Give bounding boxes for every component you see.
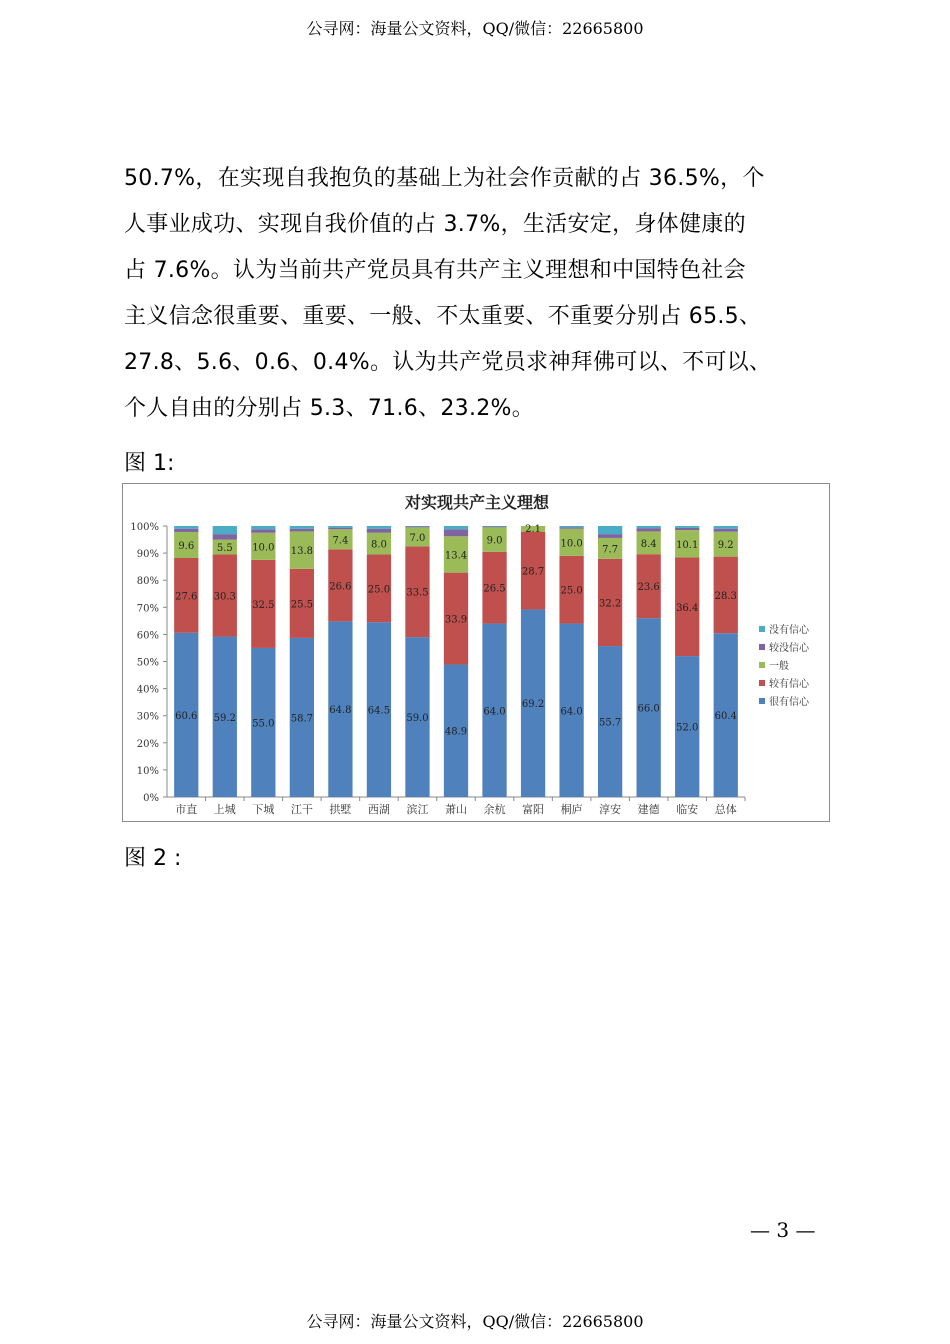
data-label: 23.6 <box>637 582 660 594</box>
bar-segment <box>328 528 352 530</box>
paragraph-line: 27.8、5.6、0.6、0.4%。认为共产党员求神拜佛可以、不可以、 <box>124 350 772 375</box>
legend-swatch <box>759 644 765 650</box>
data-label: 36.4 <box>676 602 699 614</box>
data-label: 7.4 <box>332 535 349 547</box>
bar-segment <box>290 526 314 529</box>
bar-segment <box>598 534 622 538</box>
bar-segment <box>714 529 738 532</box>
data-label: 9.6 <box>178 540 195 552</box>
body-paragraph <box>124 156 832 432</box>
data-label: 33.5 <box>406 587 429 599</box>
bar-segment <box>482 527 506 528</box>
x-tick-label: 下城 <box>252 803 275 816</box>
bar-segment <box>675 528 699 530</box>
bar-segment <box>405 527 429 528</box>
data-label: 9.0 <box>486 535 503 547</box>
bar-segment <box>174 526 198 529</box>
x-tick-label: 萧山 <box>445 803 467 816</box>
watermark-footer: 公寻网：海量公文资料，QQ/微信：22665800 <box>306 1312 644 1331</box>
paragraph-line: 主义信念很重要、重要、一般、不太重要、不重要分别占 65.5、 <box>124 304 762 329</box>
legend-label: 很有信心 <box>769 697 809 708</box>
bar-segment <box>637 528 661 531</box>
bar-segment <box>328 526 352 528</box>
y-tick-label: 100% <box>130 522 159 533</box>
paragraph-line: 个人自由的分别占 5.3、71.6、23.2%。 <box>124 396 535 421</box>
figure1-label: 图 1: <box>124 451 175 476</box>
data-label: 28.7 <box>521 566 545 578</box>
y-tick-label: 10% <box>136 765 159 777</box>
bar-segment <box>251 526 275 529</box>
x-tick-label: 市直 <box>175 803 198 816</box>
bar-segment <box>405 526 429 527</box>
bar-segment <box>598 526 622 534</box>
bar-segment <box>251 529 275 533</box>
data-label: 33.9 <box>444 614 468 626</box>
x-tick-label: 上城 <box>213 803 236 816</box>
data-label: 59.0 <box>406 713 429 725</box>
data-label: 7.0 <box>409 532 426 544</box>
legend-label: 一般 <box>769 661 789 672</box>
data-label: 64.8 <box>329 705 352 717</box>
x-tick-label: 滨江 <box>406 803 429 816</box>
bar-segment <box>675 526 699 528</box>
bar-segment <box>367 526 391 529</box>
bar-segment <box>714 526 738 529</box>
data-label: 66.0 <box>637 703 660 715</box>
bar-segment <box>559 526 583 527</box>
data-label: 69.2 <box>521 699 545 711</box>
chart-title: 对实现共产主义理想 <box>404 493 550 512</box>
y-tick-label: 70% <box>136 603 159 615</box>
data-label: 13.8 <box>290 546 313 558</box>
x-tick-label: 西湖 <box>367 803 390 816</box>
bar-segment <box>213 534 237 539</box>
x-tick-label: 拱墅 <box>329 803 352 816</box>
data-label: 27.6 <box>175 591 198 603</box>
data-label: 58.7 <box>290 713 313 725</box>
data-label: 26.5 <box>483 583 506 595</box>
paragraph-line: 50.7%，在实现自我抱负的基础上为社会作贡献的占 36.5%，个 <box>124 166 765 191</box>
watermark-header: 公寻网：海量公文资料，QQ/微信：22665800 <box>306 19 644 38</box>
legend-swatch <box>759 626 765 632</box>
legend-label: 较没信心 <box>769 643 809 654</box>
data-label: 25.5 <box>290 599 313 611</box>
y-tick-label: 20% <box>136 738 159 750</box>
data-label: 32.5 <box>252 599 275 611</box>
data-label: 10.0 <box>560 538 583 550</box>
y-tick-label: 0% <box>143 793 159 804</box>
bar-segment <box>213 526 237 534</box>
data-label: 9.2 <box>717 540 734 552</box>
data-label: 7.7 <box>602 544 619 556</box>
y-tick-label: 90% <box>136 549 159 561</box>
data-label: 13.4 <box>444 550 468 562</box>
data-label: 60.4 <box>714 711 737 723</box>
data-label: 26.6 <box>329 581 352 593</box>
data-label: 25.0 <box>367 584 391 596</box>
x-tick-label: 江干 <box>290 803 313 816</box>
bar-segment <box>290 529 314 532</box>
data-label: 59.2 <box>213 712 236 724</box>
legend-label: 较有信心 <box>769 679 809 690</box>
data-label: 30.3 <box>213 591 236 603</box>
legend-swatch <box>759 662 765 668</box>
stacked-bar-chart <box>122 483 830 822</box>
legend-label: 没有信心 <box>769 625 809 636</box>
bar-segment <box>444 529 468 536</box>
paragraph-line: 人事业成功、实现自我价值的占 3.7%，生活安定，身体健康的 <box>124 212 746 237</box>
data-label: 55.7 <box>599 717 622 729</box>
data-label: 10.1 <box>676 539 699 551</box>
y-tick-label: 30% <box>136 711 159 723</box>
data-label: 55.0 <box>252 718 275 730</box>
x-tick-label: 余杭 <box>483 803 506 816</box>
bar-segment <box>174 529 198 532</box>
x-tick-label: 淳安 <box>599 803 622 816</box>
bar-segment <box>637 526 661 528</box>
bar-segment <box>482 526 506 527</box>
data-label: 5.5 <box>216 543 233 555</box>
data-label: 8.4 <box>640 538 657 550</box>
data-label: 64.0 <box>483 706 506 718</box>
data-label: 48.9 <box>444 726 468 738</box>
y-tick-label: 40% <box>136 684 159 696</box>
data-label: 2.1 <box>525 524 542 535</box>
y-tick-label: 50% <box>136 657 159 669</box>
page-number: — 3 — <box>750 1218 816 1242</box>
legend-swatch <box>759 680 765 686</box>
chart-canvas <box>123 484 831 823</box>
data-label: 64.0 <box>560 706 583 718</box>
bar-segment <box>559 527 583 528</box>
x-tick-label: 富阳 <box>522 803 545 816</box>
data-label: 32.2 <box>599 598 622 610</box>
data-label: 64.5 <box>367 705 391 717</box>
x-tick-label: 建德 <box>637 803 660 816</box>
data-label: 28.3 <box>714 590 737 602</box>
bar-segment <box>367 529 391 533</box>
data-label: 8.0 <box>370 539 387 551</box>
figure2-label: 图 2 : <box>124 846 182 871</box>
paragraph-line: 占 7.6%。认为当前共产党员具有共产主义理想和中国特色社会 <box>124 258 746 283</box>
x-tick-label: 桐庐 <box>560 803 583 816</box>
bar-segment <box>444 526 468 529</box>
data-label: 10.0 <box>252 542 275 554</box>
data-label: 25.0 <box>560 585 583 597</box>
x-tick-label: 临安 <box>676 803 699 816</box>
legend-swatch <box>759 698 765 704</box>
x-tick-label: 总体 <box>714 803 737 816</box>
y-tick-label: 60% <box>136 630 159 642</box>
data-label: 52.0 <box>676 722 699 734</box>
data-label: 60.6 <box>175 710 198 722</box>
y-tick-label: 80% <box>136 576 159 588</box>
